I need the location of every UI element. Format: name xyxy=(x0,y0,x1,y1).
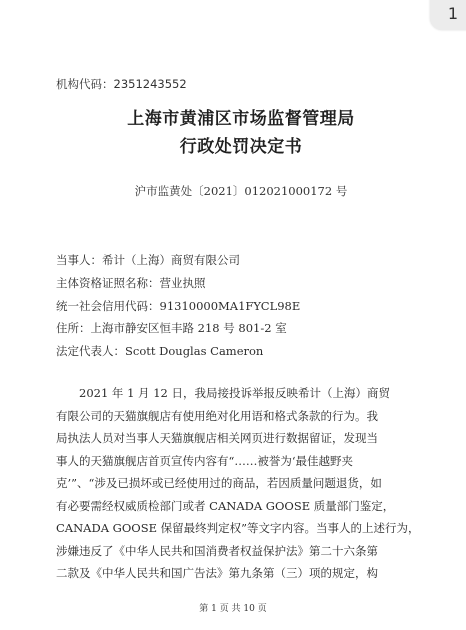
party-name-line: 当事人：希计（上海）商贸有限公司 xyxy=(56,253,240,267)
address-line: 住所：上海市静安区恒丰路 218 号 801-2 室 xyxy=(56,321,287,336)
document-title-authority: 上海市黄浦区市场监督管理局 xyxy=(127,109,355,129)
legal-representative-line: 法定代表人：Scott Douglas Cameron xyxy=(56,344,264,359)
org-code-value: 2351243552 xyxy=(113,77,187,91)
org-code xyxy=(56,76,187,92)
page-number-badge: 1 xyxy=(430,0,466,30)
document-title-type: 行政处罚决定书 xyxy=(179,137,303,157)
body-line: 有必要需经权威质检部门或者 CANADA GOOSE 质量部门鉴定， xyxy=(56,498,395,513)
body-line: 局执法人员对当事人天猫旗舰店相关网页进行数据留证，发现当 xyxy=(56,431,378,445)
party-info-block xyxy=(56,249,426,363)
credit-code-line: 统一社会信用代码：91310000MA1FYCL98E xyxy=(56,298,301,313)
page-footer: 第 1 页 共 10 页 xyxy=(199,604,267,614)
body-line: 二款及《中华人民共和国广告法》第九条第（三）项的规定，构 xyxy=(56,566,378,580)
body-line: 涉嫌违反了《中华人民共和国消费者权益保护法》第二十六条第 xyxy=(56,543,378,558)
body-line: 克’”、“涉及已损坏或已经使用过的商品，若因质量问题退货，如 xyxy=(56,476,382,490)
org-code-label: 机构代码： xyxy=(56,77,114,91)
body-line: 有限公司的天猫旗舰店有使用绝对化用语和格式条款的行为。我 xyxy=(56,408,378,423)
body-line: CANADA GOOSE 保留最终判定权”等文字内容。当事人的上述行为， xyxy=(56,521,420,535)
case-body-paragraph xyxy=(56,382,418,585)
body-line: 2021 年 1 月 12 日，我局接投诉举报反映希计（上海）商贸 xyxy=(56,386,390,400)
license-type-line: 主体资格证照名称：营业执照 xyxy=(56,275,206,290)
document-number: 沪市监黄处〔2021〕012021000172 号 xyxy=(134,184,348,198)
body-line: 事人的天猫旗舰店首页宣传内容有“……被誉为‘最佳越野夹 xyxy=(56,453,354,468)
